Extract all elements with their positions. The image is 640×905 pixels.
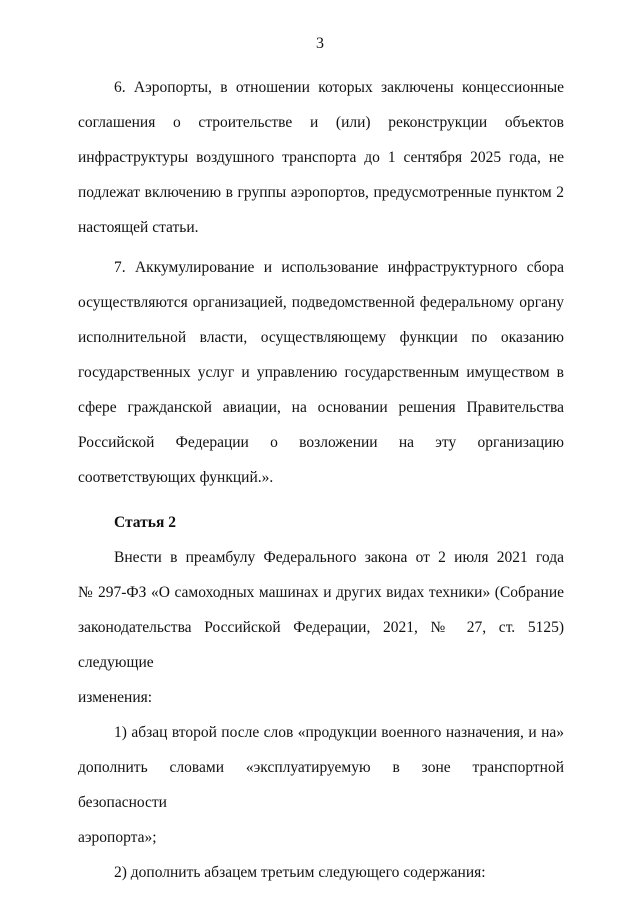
text-line: аэропорта»; bbox=[78, 829, 157, 846]
text-line: законодательства Российской Федерации, 2021, № 27, ст. 5125) следующие bbox=[78, 619, 564, 671]
text-line: исполнительной власти, осуществляющему функции по оказанию bbox=[78, 329, 564, 346]
list-item-1 bbox=[78, 715, 564, 855]
paragraph-7 bbox=[78, 250, 564, 495]
text-line: 7. Аккумулирование и использование инфраструктурного сбора bbox=[114, 259, 564, 276]
text-line: № 297-ФЗ «О самоходных машинах и других видах техники» (Собрание bbox=[78, 584, 564, 601]
text-line: дополнить словами «эксплуатируемую в зоне транспортной безопасности bbox=[78, 759, 564, 811]
text-line: государственных услуг и управлению государственным имуществом в bbox=[78, 364, 564, 381]
article-heading: Статья 2 bbox=[114, 514, 176, 531]
text-line: подлежат включению в группы аэропортов, предусмотренные пунктом 2 bbox=[78, 184, 564, 201]
text-line: 1) абзац второй после слов «продукции военного назначения, и на» bbox=[114, 724, 564, 741]
text-line: соглашения о строительстве и (или) реконструкции объектов bbox=[78, 114, 564, 131]
text-line: Внести в преамбулу Федерального закона от 2 июля 2021 года bbox=[114, 549, 564, 566]
text-line: сфере гражданской авиации, на основании решения Правительства bbox=[78, 399, 564, 416]
text-line: инфраструктуры воздушного транспорта до 1 сентября 2025 года, не bbox=[78, 149, 564, 166]
text-line: осуществляются организацией, подведомственной федеральному органу bbox=[78, 294, 564, 311]
text-line: 2) дополнить абзацем третьим следующего содержания: bbox=[114, 864, 486, 881]
text-line: соответствующих функций.». bbox=[78, 469, 274, 486]
list-item-2 bbox=[78, 855, 564, 890]
paragraph-6 bbox=[78, 70, 564, 245]
text-line: настоящей статьи. bbox=[78, 219, 199, 236]
text-line: Российской Федерации о возложении на эту организацию bbox=[78, 434, 564, 451]
text-line: изменения: bbox=[78, 689, 153, 706]
paragraph-intro bbox=[78, 540, 564, 715]
document-body bbox=[78, 70, 564, 890]
text-line: 6. Аэропорты, в отношении которых заключены концессионные bbox=[114, 79, 564, 96]
page-number: 3 bbox=[316, 35, 324, 52]
